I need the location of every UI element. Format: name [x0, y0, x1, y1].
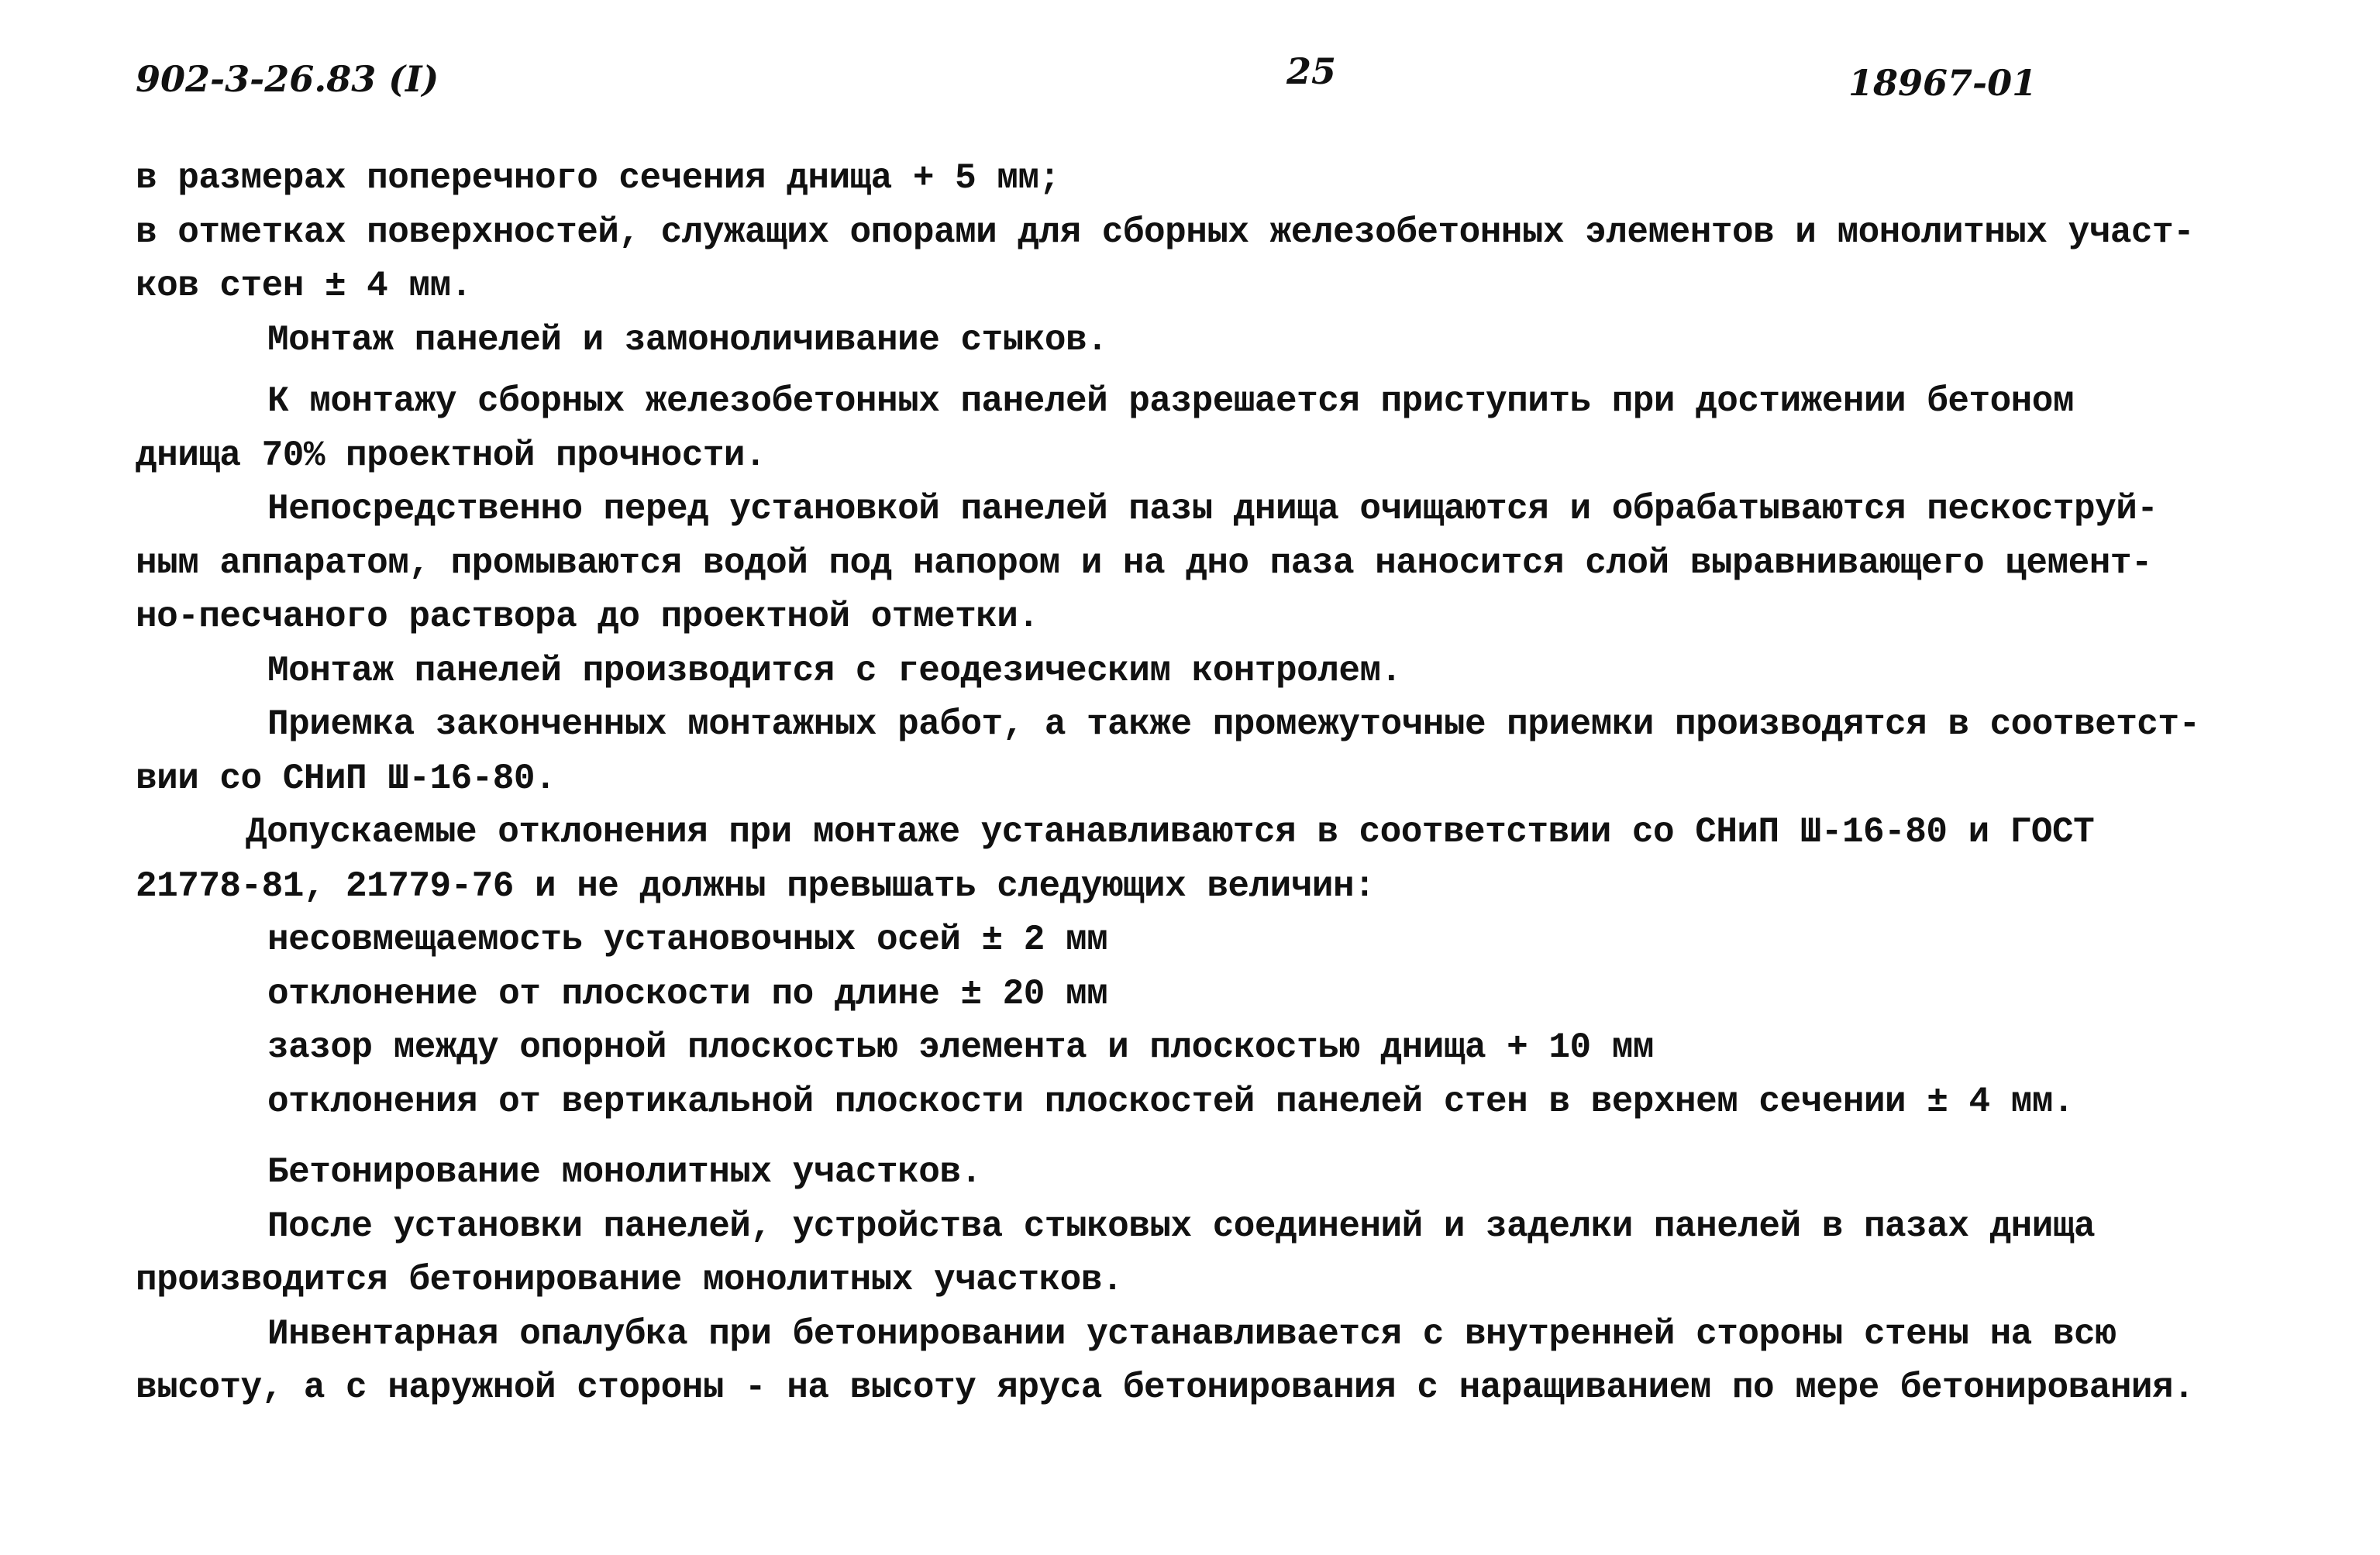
text-line: днища 70% проектной прочности. — [136, 435, 766, 476]
tolerance-item: отклонения от вертикальной плоскости плоскостей панелей стен в верхнем сечении ± 4 мм. — [267, 1081, 2074, 1122]
tolerance-item: несовмещаемость установочных осей ± 2 мм — [267, 920, 1108, 960]
section-heading-concreting: Бетонирование монолитных участков. — [267, 1152, 982, 1192]
text-line: производится бетонирование монолитных участков. — [136, 1260, 1123, 1300]
text-line: в размерах поперечного сечения днища + 5 мм; — [136, 158, 1060, 198]
document-number: 18967-01 — [1848, 62, 2037, 104]
text-line: Монтаж панелей производится с геодезическим контролем. — [267, 650, 1402, 691]
text-line: ным аппаратом, промываются водой под напором и на дно паза наносится слой выравнивающего цемент- — [136, 542, 2153, 583]
document-code: 902-3-26.83 (I) — [136, 58, 439, 100]
page-header — [136, 43, 2073, 112]
text-line: в отметках поверхностей, служащих опорами для сборных железобетонных элементов и монолитных участ- — [136, 212, 2195, 253]
tolerance-item: отклонение от плоскости по длине ± 20 мм — [267, 973, 1108, 1014]
text-line: но-песчаного раствора до проектной отметки. — [136, 597, 1039, 637]
page-number: 25 — [1286, 50, 1337, 92]
text-line: Приемка законченных монтажных работ, а также промежуточные приемки производятся в соответст- — [267, 704, 2200, 745]
text-line: 21778-81, 21779-76 и не должны превышать следующих величин: — [136, 865, 1376, 907]
text-line: После установки панелей, устройства стыковых соединений и заделки панелей в пазах днища — [267, 1206, 2096, 1247]
text-line: вии со СНиП Ш-16-80. — [136, 758, 556, 799]
text-line: высоту, а с наружной стороны - на высоту яруса бетонирования с наращиванием по мере бетонирования. — [136, 1368, 2195, 1408]
text-line: Непосредственно перед установкой панелей пазы днища очищаются и обрабатываются пескоструй- — [267, 489, 2158, 529]
section-heading-installation: Монтаж панелей и замоноличивание стыков. — [267, 319, 1108, 360]
text-line: К монтажу сборных железобетонных панелей разрешается приступить при достижении бетоном — [267, 381, 2074, 421]
tolerance-item: зазор между опорной плоскостью элемента и плоскостью днища + 10 мм — [267, 1027, 1654, 1068]
text-line: Допускаемые отклонения при монтаже устанавливаются в соответствии со СНиП Ш-16-80 и ГОСТ — [246, 812, 2095, 852]
text-line: ков стен ± 4 мм. — [136, 266, 472, 306]
text-line: Инвентарная опалубка при бетонировании устанавливается с внутренней стороны стены на всю — [267, 1313, 2117, 1354]
document-body — [136, 152, 2298, 1416]
